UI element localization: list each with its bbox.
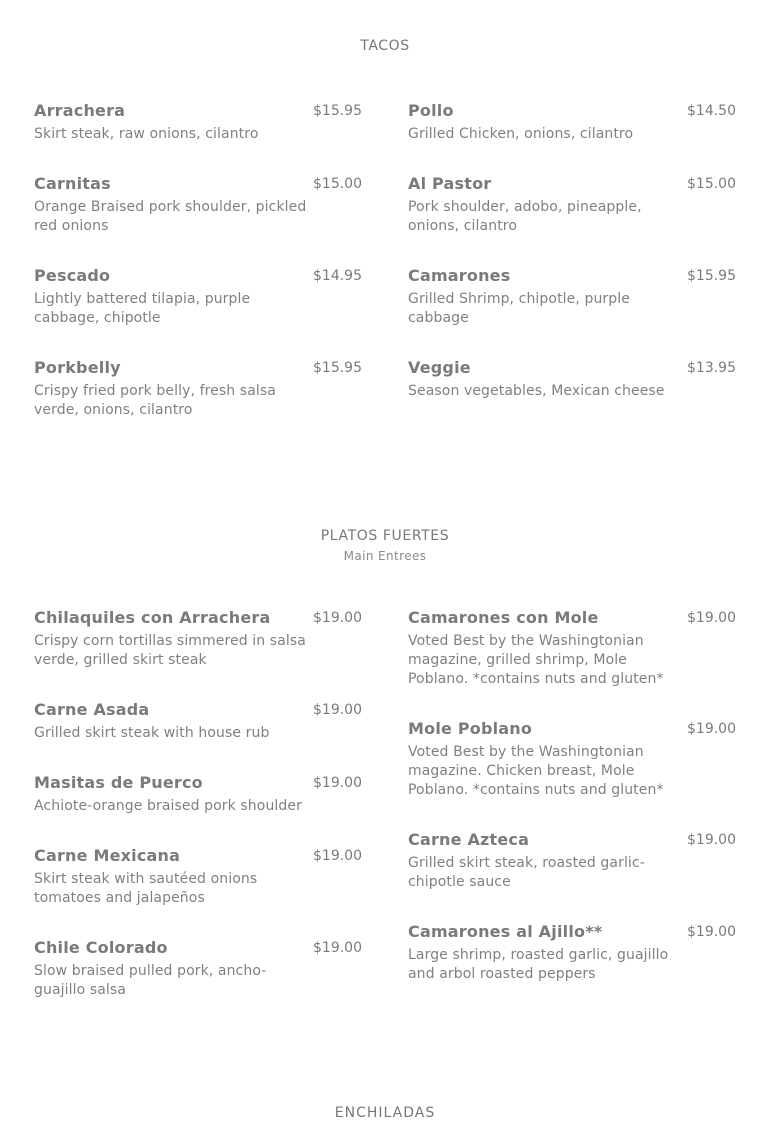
item-price: $15.00 [313,176,362,192]
menu-item [408,922,738,984]
item-name: Al Pastor [408,174,492,193]
item-description: Grilled Chicken, onions, cilantro [408,126,634,142]
item-name: Carnitas [34,174,111,193]
menu-item [408,174,738,236]
item-price: $15.00 [687,176,736,192]
item-name: Arrachera [34,101,126,120]
menu-item [34,101,364,144]
item-description: Pork shoulder, adobo, pineapple, onions, cilantro [408,199,642,234]
item-price: $14.95 [313,268,362,284]
item-name: Pollo [408,101,454,120]
item-price: $19.00 [687,721,736,737]
menu-item [34,266,364,328]
item-name: Carne Mexicana [34,846,181,865]
item-description: Grilled skirt steak, roasted garlic-chipotle sauce [408,855,645,890]
menu-item [408,266,738,328]
menu-item [34,174,364,236]
item-price: $15.95 [313,360,362,376]
item-description: Grilled skirt steak with house rub [34,725,270,741]
item-name: Carne Azteca [408,830,530,849]
item-description: Voted Best by the Washingtonian magazine. Chicken breast, Mole Poblano. *contains nuts and gluten* [408,744,664,798]
item-name: Camarones al Ajillo** [408,922,603,941]
section-title-tacos: TACOS [360,38,410,54]
menu-item [408,719,738,800]
item-description: Grilled Shrimp, chipotle, purple cabbage [408,291,630,326]
item-price: $19.00 [313,940,362,956]
item-name: Porkbelly [34,358,121,377]
menu-item [34,938,364,1000]
item-price: $19.00 [313,848,362,864]
item-name: Chile Colorado [34,938,168,957]
menu-item [34,700,364,743]
item-name: Veggie [408,358,471,377]
item-name: Chilaquiles con Arrachera [34,608,271,627]
item-description: Orange Braised pork shoulder, pickled red onions [34,199,307,234]
item-price: $19.00 [687,832,736,848]
menu-item [34,773,364,816]
section-title-platos-fuertes: PLATOS FUERTES [320,528,450,544]
item-name: Carne Asada [34,700,150,719]
item-name: Mole Poblano [408,719,533,738]
item-name: Pescado [34,266,111,285]
item-description: Achiote-orange braised pork shoulder [34,798,302,814]
item-description: Voted Best by the Washingtonian magazine, grilled shrimp, Mole Poblano. *contains nuts and gluten* [408,633,664,687]
menu-item [34,608,364,670]
item-description: Crispy corn tortillas simmered in salsa verde, grilled skirt steak [34,633,306,668]
item-name: Masitas de Puerco [34,773,203,792]
menu-item [408,830,738,892]
item-price: $15.95 [313,103,362,119]
item-price: $13.95 [687,360,736,376]
menu-item [408,101,738,144]
menu-item [34,846,364,908]
item-name: Camarones con Mole [408,608,599,627]
item-price: $19.00 [687,924,736,940]
item-name: Camarones [408,266,511,285]
item-description: Season vegetables, Mexican cheese [408,383,665,399]
item-price: $19.00 [313,775,362,791]
menu-item [408,608,738,689]
item-price: $19.00 [313,610,362,626]
menu-item [408,358,738,401]
item-price: $19.00 [313,702,362,718]
item-price: $14.50 [687,103,736,119]
item-description: Slow braised pulled pork, ancho-guajillo salsa [34,963,267,998]
section-title-enchiladas: ENCHILADAS [334,1105,436,1121]
item-description: Lightly battered tilapia, purple cabbage, chipotle [34,291,251,326]
item-price: $15.95 [687,268,736,284]
item-description: Large shrimp, roasted garlic, guajillo and arbol roasted peppers [408,947,669,982]
menu-item [34,358,364,420]
item-price: $19.00 [687,610,736,626]
item-description: Crispy fried pork belly, fresh salsa verde, onions, cilantro [34,383,276,418]
item-description: Skirt steak, raw onions, cilantro [34,126,259,142]
section-subtitle: Main Entrees [343,549,427,563]
item-description: Skirt steak with sautéed onions tomatoes and jalapeños [34,871,258,906]
